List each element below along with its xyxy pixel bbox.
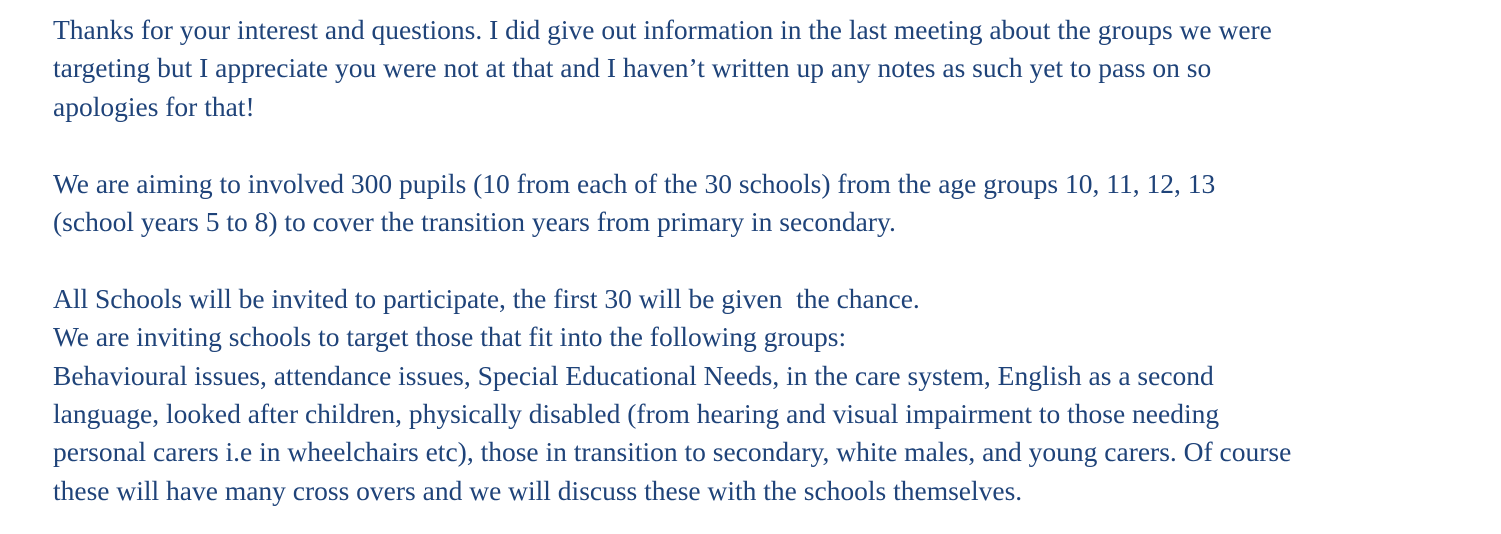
paragraph [53, 11, 1451, 126]
text-line: these will have many cross overs and we will discuss these with the schools themselves. [53, 474, 1023, 506]
text-line: targeting but I appreciate you were not at that and I haven’t written up any notes as such yet to pass on so [53, 52, 1212, 84]
text-line: Behavioural issues, attendance issues, Special Educational Needs, in the care system, English as a second [53, 359, 1214, 391]
text-line: (school years 5 to 8) to cover the transition years from primary in secondary. [53, 206, 896, 238]
text-line: personal carers i.e in wheelchairs etc), those in transition to secondary, white males, and young carers. Of course [53, 436, 1292, 468]
text-line: We are aiming to involved 300 pupils (10 from each of the 30 schools) from the age groups 10, 11, 12, 13 [53, 167, 1216, 199]
paragraph [53, 280, 1451, 510]
text-line: All Schools will be invited to participate, the first 30 will be given the chance. [53, 282, 920, 314]
text-line: We are inviting schools to target those that fit into the following groups: [53, 321, 847, 353]
text-line: language, looked after children, physically disabled (from hearing and visual impairment to those needing [53, 398, 1220, 430]
text-line: Thanks for your interest and questions. I did give out information in the last meeting about the groups we were [53, 14, 1272, 45]
text-line: apologies for that! [53, 90, 255, 122]
paragraph [53, 165, 1451, 242]
